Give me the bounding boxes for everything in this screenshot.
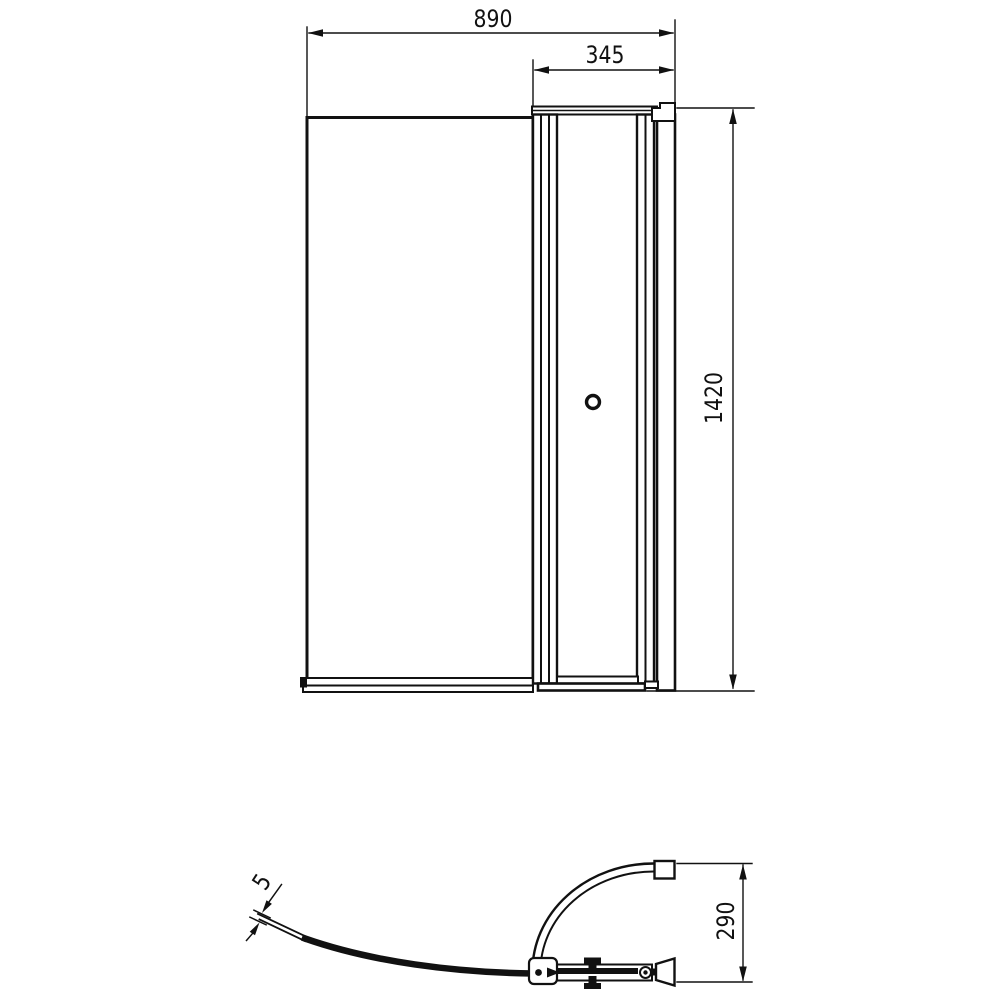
dimension-label-glass-thickness: 5 [246, 868, 278, 896]
open-door-curve [258, 914, 533, 974]
curved-frame-arc [532, 864, 653, 973]
wall-cap-top [655, 861, 675, 879]
wall-profile [657, 115, 675, 691]
arrow-up-icon [739, 865, 747, 880]
pivot-point-icon [535, 969, 542, 976]
wall-cap-bottom [656, 959, 675, 986]
bottom-rail-assembly [529, 958, 675, 990]
arrow-left-icon [308, 29, 323, 37]
rail-end-tab [300, 677, 307, 688]
door-left-stile [533, 115, 557, 684]
elevation-view [300, 20, 754, 692]
dimension-label-overall-width: 890 [473, 5, 513, 33]
dimension-glass-thickness [247, 885, 282, 941]
arrow-up-icon [729, 109, 737, 124]
door-knob-icon [587, 396, 600, 409]
dimension-label-depth: 290 [712, 901, 740, 941]
dimension-label-height: 1420 [700, 372, 728, 424]
arrow-icon [250, 923, 260, 936]
arrow-right-icon [659, 66, 674, 74]
arrow-down-icon [739, 967, 747, 982]
arrow-down-icon [729, 675, 737, 690]
dimension-label-door-width: 345 [585, 41, 625, 69]
fixed-glass-panel [300, 118, 533, 693]
arrow-left-icon [534, 66, 549, 74]
arrow-right-icon [659, 29, 674, 37]
arrow-icon [262, 900, 272, 913]
folding-door-panel [532, 103, 675, 691]
plan-view [247, 861, 753, 989]
